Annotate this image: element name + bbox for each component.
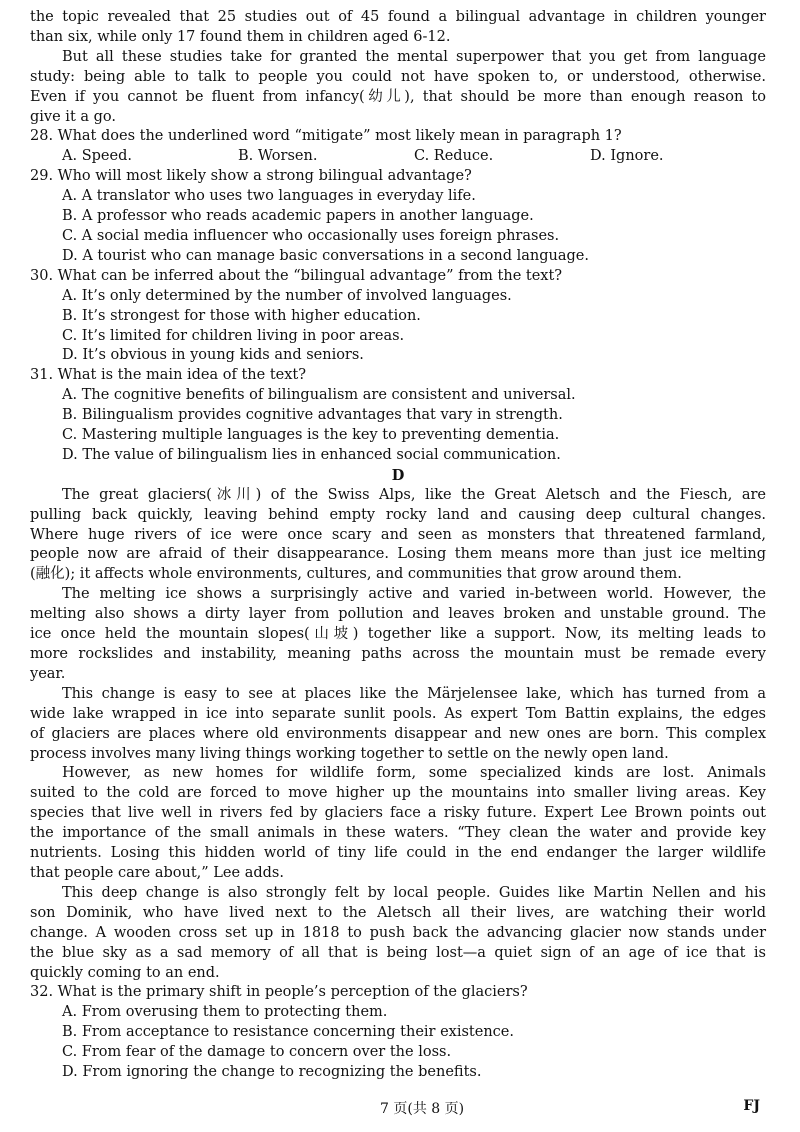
question-28 bbox=[30, 127, 766, 167]
question-29 bbox=[30, 167, 766, 267]
text-line: process involves many living things working together to settle on the newly open land. bbox=[30, 745, 669, 762]
text-line: However, as new homes for wildlife form, some specialized kinds are lost. Animals bbox=[62, 765, 766, 782]
text-line: the topic revealed that 25 studies out of 45 found a bilingual advantage in children younger bbox=[30, 9, 766, 25]
text-line: species that live well in rivers fed by glaciers face a risky future. Expert Lee Brown points out bbox=[30, 805, 766, 822]
text-line: quickly coming to an end. bbox=[30, 964, 220, 981]
option-b[interactable]: B. Bilingualism provides cognitive advantages that vary in strength. bbox=[62, 407, 563, 424]
text-line: Even if you cannot be fluent from infancy(幼儿), that should be more than enough reason to bbox=[30, 88, 766, 105]
option-a[interactable]: A. The cognitive benefits of bilingualism are consistent and universal. bbox=[62, 387, 576, 404]
text-line: The great glaciers(冰川) of the Swiss Alps, like the Great Aletsch and the Fiesch, are bbox=[62, 486, 766, 503]
paragraph-3 bbox=[30, 685, 766, 765]
option-d[interactable]: D. It’s obvious in young kids and seniors. bbox=[62, 347, 364, 364]
text-line: wide lake wrapped in ice into separate sunlit pools. As expert Tom Battin explains, the edges bbox=[30, 705, 766, 722]
question-30 bbox=[30, 267, 766, 367]
paragraph-1 bbox=[30, 486, 766, 586]
text-line: ice once held the mountain slopes(山坡) together like a support. Now, its melting leads to bbox=[30, 626, 766, 643]
passage-c-tail bbox=[30, 8, 766, 127]
text-line: that people care about,” Lee adds. bbox=[30, 864, 284, 881]
option-d[interactable]: D. Ignore. bbox=[590, 148, 664, 165]
text-line: people now are afraid of their disappearance. Losing them means more than just ice melting bbox=[30, 546, 766, 563]
paragraph-2 bbox=[30, 585, 766, 685]
option-a[interactable]: A. A translator who uses two languages in everyday life. bbox=[62, 188, 476, 205]
question-32 bbox=[30, 983, 766, 1083]
passage-d bbox=[30, 486, 766, 984]
text-line: But all these studies take for granted the mental superpower that you get from language bbox=[62, 48, 766, 65]
option-b[interactable]: B. Worsen. bbox=[238, 148, 318, 165]
text-line: suited to the cold are forced to move higher up the mountains into smaller living areas. Key bbox=[30, 785, 766, 802]
option-a[interactable]: A. Speed. bbox=[62, 148, 132, 165]
option-c[interactable]: C. It’s limited for children living in poor areas. bbox=[62, 327, 405, 344]
region-code: FJ bbox=[743, 1098, 760, 1114]
option-d[interactable]: D. The value of bilingualism lies in enhanced social communication. bbox=[62, 446, 561, 463]
text-line: change. A wooden cross set up in 1818 to push back the advancing glacier now stands under bbox=[30, 924, 766, 941]
text-line: (融化); it affects whole environments, cultures, and communities that grow around them. bbox=[30, 566, 682, 583]
option-c[interactable]: C. Mastering multiple languages is the key to preventing dementia. bbox=[62, 427, 560, 444]
question-31 bbox=[30, 366, 766, 466]
option-c[interactable]: C. From fear of the damage to concern over the loss. bbox=[62, 1044, 452, 1061]
text-line: melting also shows a dirty layer from pollution and leaves broken and unstable ground. The bbox=[30, 606, 766, 623]
paragraph-4 bbox=[30, 764, 766, 883]
text-line: The melting ice shows a surprisingly active and varied in-between world. However, the bbox=[62, 586, 766, 603]
option-a[interactable]: A. It’s only determined by the number of involved languages. bbox=[62, 287, 512, 304]
page-number: 7 页(共 8 页) bbox=[380, 1101, 465, 1117]
text-line: the blue sky as a sad memory of all that is being lost—a quiet sign of an age of ice that is bbox=[30, 944, 766, 961]
text-line: pulling back quickly, leaving behind empty rocky land and causing deep cultural changes. bbox=[30, 506, 766, 523]
text-line: give it a go. bbox=[30, 108, 116, 125]
paragraph-5 bbox=[30, 884, 766, 984]
option-row bbox=[30, 147, 766, 167]
text-line: Where huge rivers of ice were once scary and seen as monsters that threatened farmland, bbox=[30, 526, 766, 543]
text-line: the importance of the small animals in these waters. “They clean the water and provide key bbox=[30, 825, 766, 842]
text-line: of glaciers are places where old environments disappear and new ones are born. This complex bbox=[30, 725, 766, 742]
option-d[interactable]: D. From ignoring the change to recognizing the benefits. bbox=[62, 1064, 482, 1081]
text-line: more rockslides and instability, meaning paths across the mountain must be remade every bbox=[30, 646, 766, 662]
option-a[interactable]: A. From overusing them to protecting them. bbox=[62, 1004, 388, 1021]
text-line: study: being able to talk to people you could not have spoken to, or understood, otherwise. bbox=[30, 68, 766, 85]
question-stem: 28. What does the underlined word “mitigate” most likely mean in paragraph 1? bbox=[30, 128, 622, 145]
option-c[interactable]: C. Reduce. bbox=[414, 148, 494, 165]
question-stem: 30. What can be inferred about the “bilingual advantage” from the text? bbox=[30, 267, 563, 284]
option-b[interactable]: B. It’s strongest for those with higher education. bbox=[62, 307, 421, 324]
text-line: This deep change is also strongly felt by local people. Guides like Martin Nellen and his bbox=[62, 884, 766, 901]
text-line: This change is easy to see at places like the Märjelensee lake, which has turned from a bbox=[62, 685, 766, 702]
option-c[interactable]: C. A social media influencer who occasionally uses foreign phrases. bbox=[62, 227, 560, 244]
text-line: than six, while only 17 found them in children aged 6-12. bbox=[30, 28, 451, 45]
text-line: nutrients. Losing this hidden world of tiny life could in the end endanger the larger wildlife bbox=[30, 845, 766, 862]
question-stem: 29. Who will most likely show a strong bilingual advantage? bbox=[30, 168, 472, 185]
option-d[interactable]: D. A tourist who can manage basic conversations in a second language. bbox=[62, 247, 589, 264]
text-line: son Dominik, who have lived next to the Aletsch all their lives, are watching their world bbox=[30, 904, 766, 921]
text-line: year. bbox=[30, 665, 66, 682]
question-stem: 32. What is the primary shift in people’s perception of the glaciers? bbox=[30, 984, 528, 1001]
section-heading: D bbox=[391, 466, 405, 484]
option-b[interactable]: B. From acceptance to resistance concerning their existence. bbox=[62, 1024, 514, 1041]
question-stem: 31. What is the main idea of the text? bbox=[30, 367, 307, 384]
option-b[interactable]: B. A professor who reads academic papers in another language. bbox=[62, 208, 534, 225]
